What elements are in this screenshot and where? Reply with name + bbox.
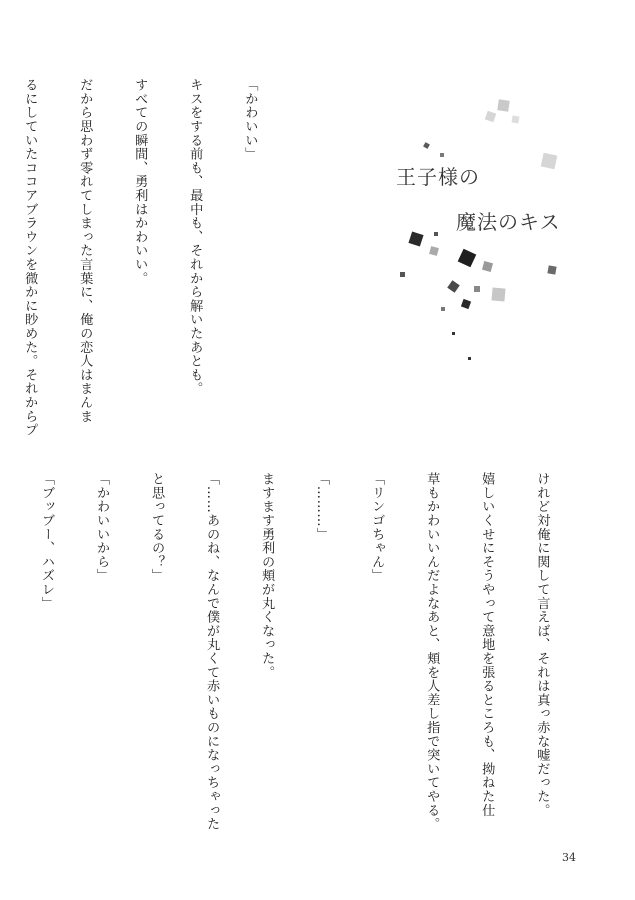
text-line: 「かわいいから」 bbox=[94, 472, 110, 583]
decor-square bbox=[434, 232, 438, 236]
text-line: と思ってるの？」 bbox=[149, 472, 165, 583]
decor-square bbox=[547, 265, 556, 274]
text-line: けれど対俺に関して言えば、それは真っ赤な嘘だった。 bbox=[534, 472, 550, 817]
title-line-2: 魔法のキス bbox=[456, 210, 561, 234]
decor-square bbox=[441, 307, 445, 311]
text-line: ますます勇利の頬が丸くなった。 bbox=[259, 472, 275, 679]
lower-text-block bbox=[0, 472, 587, 831]
upper-text-block bbox=[0, 78, 295, 437]
decor-square bbox=[482, 261, 493, 272]
text-line: 「ブッブー、ハズレ」 bbox=[39, 472, 55, 610]
decor-square bbox=[429, 246, 439, 256]
text-line: 「リンゴちゃん」 bbox=[369, 472, 385, 583]
decor-square bbox=[408, 231, 423, 246]
title-line-1: 王子様の bbox=[396, 165, 480, 189]
text-line: 草もかわいいんだよなあと、頬を人差し指で突いてやる。 bbox=[424, 472, 440, 831]
decor-square bbox=[468, 357, 471, 360]
decor-square bbox=[541, 153, 558, 170]
text-line: キスをする前も、最中も、それから解いたあとも。 bbox=[187, 78, 203, 396]
decor-square bbox=[474, 286, 480, 292]
decor-square bbox=[423, 142, 430, 149]
text-line: だから思わず零れてしまった言葉に、俺の恋人はまんま bbox=[77, 78, 93, 423]
decor-square bbox=[485, 111, 497, 123]
decor-square bbox=[440, 153, 444, 157]
decor-square bbox=[458, 249, 477, 268]
decor-square bbox=[400, 272, 405, 277]
text-line: 嬉しいくせにそうやって意地を張るところも、拗ねた仕 bbox=[479, 472, 495, 817]
text-line: 「かわいい」 bbox=[242, 78, 258, 161]
decor-square bbox=[447, 280, 460, 293]
decor-square bbox=[452, 332, 455, 335]
text-line: 「………」 bbox=[314, 472, 330, 541]
decor-square bbox=[497, 99, 509, 111]
decor-square bbox=[511, 115, 519, 123]
decor-square bbox=[461, 299, 471, 309]
decor-square bbox=[491, 287, 505, 301]
text-line: すべての瞬間、勇利はかわいい。 bbox=[132, 78, 148, 285]
text-line: 「……あのね、なんで僕が丸くて赤いものになっちゃった bbox=[204, 472, 220, 831]
text-line: るにしていたココアブラウンを微かに眇めた。それからプ bbox=[22, 78, 38, 437]
page-number: 34 bbox=[562, 851, 576, 864]
